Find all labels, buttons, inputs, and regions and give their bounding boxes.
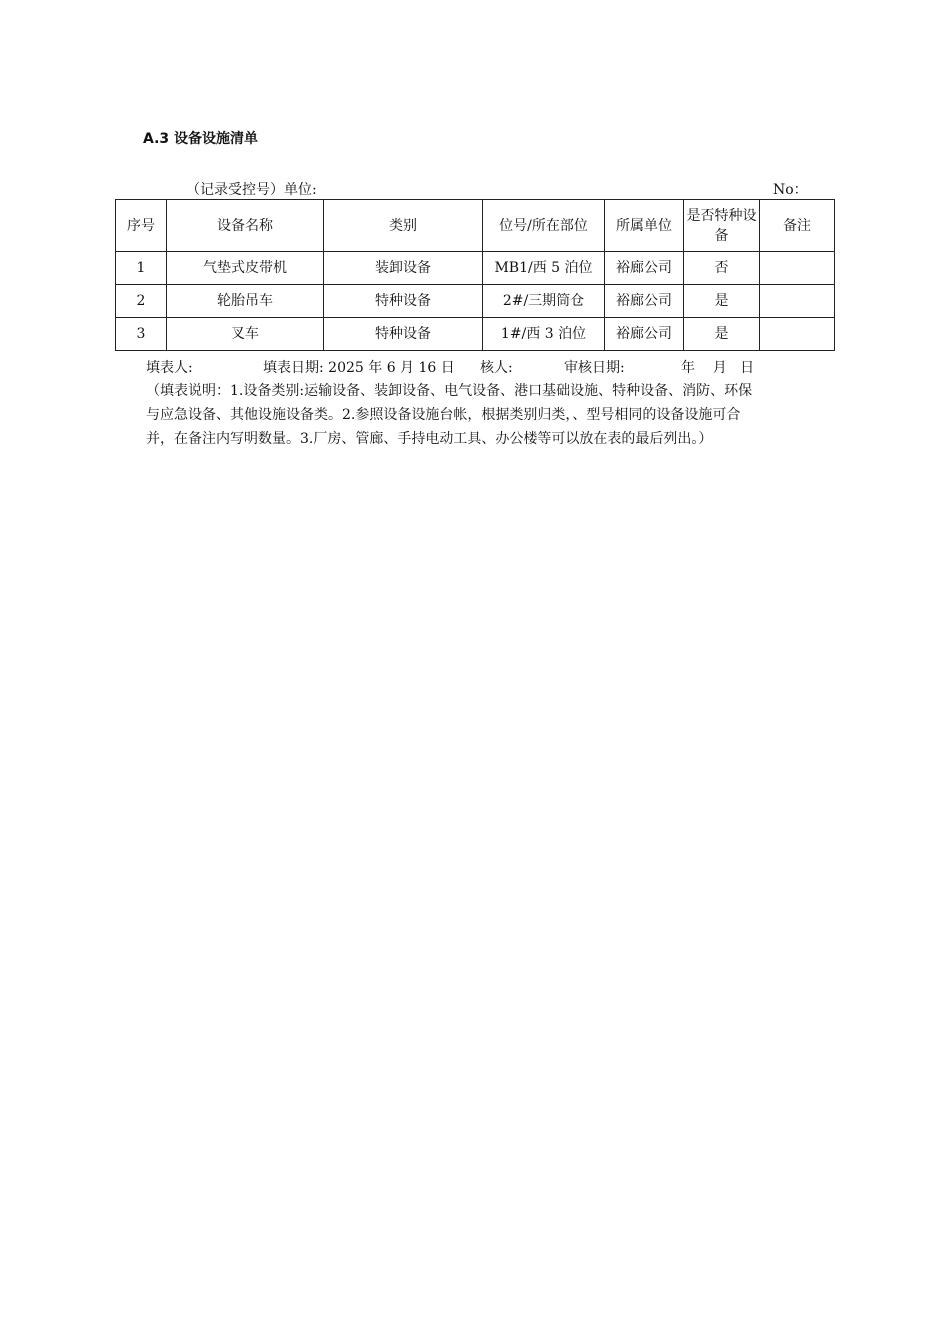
record-control-label: （记录受控号）单位:	[186, 182, 317, 198]
header-owner-unit: 所属单位	[605, 200, 684, 252]
cell-category: 装卸设备	[324, 252, 483, 285]
fill-instructions: （填表说明：1.设备类别:运输设备、装卸设备、电气设备、港口基础设施、特种设备、消防、环保与应急设备、其他设施设备类。2.参照设备设施台帐，根据类别归类，、型号相同的设备设施可合并，在备注内写明数量。3.厂房、管廊、手持电动工具、办公楼等可以放在表的最后列出。）	[146, 383, 753, 447]
cell-owner-unit: 裕廊公司	[605, 285, 684, 318]
section-title: A.3 设备设施清单	[143, 131, 259, 147]
cell-serial: 1	[116, 252, 167, 285]
table-row	[116, 252, 835, 285]
header-special-equipment: 是否特种设备	[684, 200, 760, 252]
cell-special-equipment: 是	[684, 285, 760, 318]
filler-label: 填表人:	[146, 360, 193, 376]
equipment-table	[115, 199, 835, 351]
review-date-ymd: 年 月 日	[681, 360, 755, 376]
table-row	[116, 285, 835, 318]
table-row	[116, 318, 835, 351]
review-date-label: 审核日期:	[564, 360, 625, 376]
header-location: 位号/所在部位	[483, 200, 605, 252]
cell-equipment-name: 气垫式皮带机	[167, 252, 324, 285]
cell-owner-unit: 裕廊公司	[605, 252, 684, 285]
cell-remarks	[760, 318, 835, 351]
table-header-row	[116, 200, 835, 252]
cell-location: 1#/西 3 泊位	[483, 318, 605, 351]
record-number-label: No：	[773, 182, 808, 198]
fill-date-label: 填表日期: 2025 年 6 月 16 日	[263, 360, 455, 376]
cell-equipment-name: 轮胎吊车	[167, 285, 324, 318]
cell-special-equipment: 否	[684, 252, 760, 285]
reviewer-label: 核人:	[480, 360, 513, 376]
cell-location: 2#/三期筒仓	[483, 285, 605, 318]
cell-equipment-name: 叉车	[167, 318, 324, 351]
cell-remarks	[760, 252, 835, 285]
header-equipment-name: 设备名称	[167, 200, 324, 252]
header-category: 类别	[324, 200, 483, 252]
cell-location: MB1/西 5 泊位	[483, 252, 605, 285]
cell-serial: 3	[116, 318, 167, 351]
header-remarks: 备注	[760, 200, 835, 252]
cell-serial: 2	[116, 285, 167, 318]
cell-owner-unit: 裕廊公司	[605, 318, 684, 351]
cell-remarks	[760, 285, 835, 318]
cell-category: 特种设备	[324, 318, 483, 351]
header-serial: 序号	[116, 200, 167, 252]
cell-category: 特种设备	[324, 285, 483, 318]
cell-special-equipment: 是	[684, 318, 760, 351]
